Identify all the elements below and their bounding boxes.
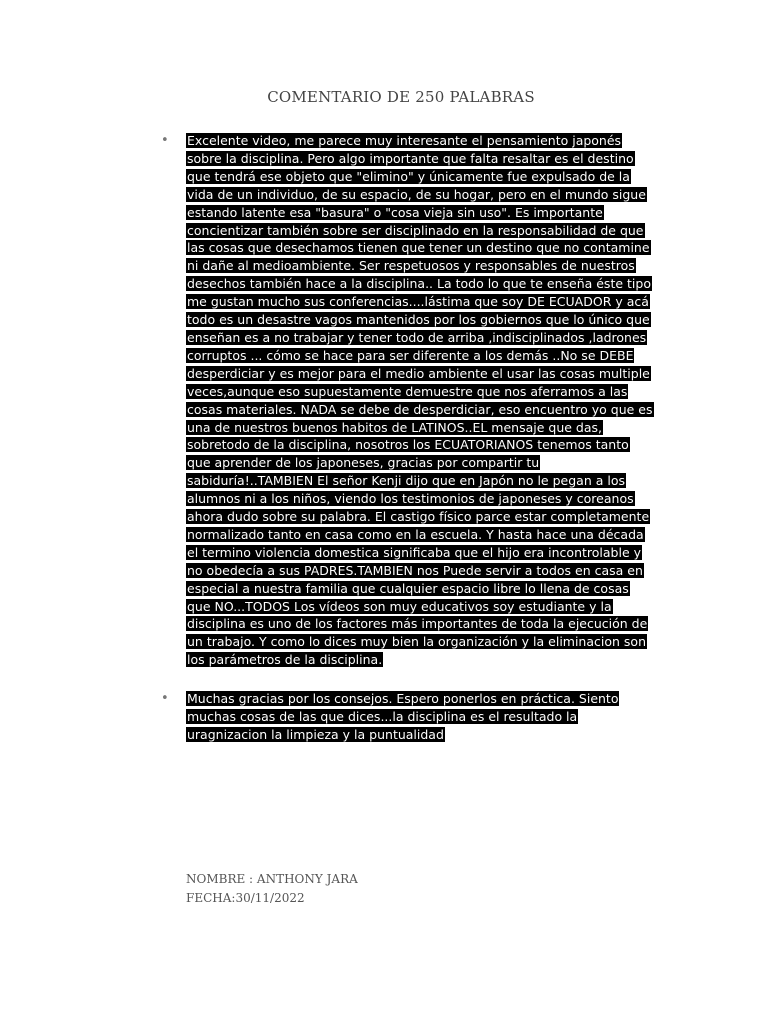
bullet-icon: • (161, 133, 169, 148)
signature-block (186, 870, 358, 908)
comment-paragraph-2 (186, 690, 656, 744)
highlighted-text: Muchas gracias por los consejos. Espero ponerlos en práctica. Siento muchas cosas de las que dices...la disciplina es el resultado la uragnizacion la limpieza y la puntualidad (187, 691, 619, 742)
author-name: NOMBRE : ANTHONY JARA (186, 872, 358, 886)
list-item (160, 690, 660, 744)
bullet-icon: • (161, 691, 169, 707)
document-date: FECHA:30/11/2022 (186, 891, 305, 905)
highlighted-text: Excelente video, me parece muy interesante el pensamiento japonés sobre la disciplina. Pero algo importante que falta resaltar es el destino que tendrá ese objeto que "elimino" y únicamente fue expulsado de la vida de un individuo, de su espacio, de su hogar, pero en el mundo sigue estando latente esa "basura" o "cosa vieja sin uso". Es importante concientizar también sobre ser disciplinado en la responsabilidad de que las cosas que desechamos tienen que tener un destino que no contamine ni dañe al medioambiente. Ser respetuosos y responsables de nuestros desechos también hace a la disciplina.. La todo lo que te enseña éste tipo me gustan mucho sus conferencias....lástima que soy DE ECUADOR y acá todo es un desastre vagos mantenidos por los gobiernos que lo único que enseñan es a no trabajar y tener todo de arriba ,indisciplinados ,ladrones corruptos ... cómo se hace para ser diferente a los demás ..No se DEBE desperdiciar y es mejor para el medio ambiente el usar las cosas multiple veces,aunque eso supuestamente demuestre que nos aferramos a las cosas materiales. NADA se debe de desperdiciar, eso encuentro yo que es una de nuestros buenos habitos de LATINOS..EL mensaje que das, sobretodo de la disciplina, nosotros los ECUATORIANOS tenemos tanto que aprender de los japoneses, gracias por compartir tu sabiduría!..TAMBIEN El señor Kenji dijo que en Japón no le pegan a los alumnos ni a los niños, viendo los testimonios de japoneses y coreanos ahora dudo sobre su palabra. El castigo físico parce estar completamente normalizado tanto en casa como en la escuela. Y hasta hace una década el termino violencia domestica significaba que el hijo era incontrolable y no obedecía a sus PADRES.TAMBIEN nos Puede servir a todos en casa en especial a nuestra familia que cualquier espacio libre lo llena de cosas que NO...TODOS Los vídeos son muy educativos soy estudiante y la disciplina es uno de los factores más importantes de toda la ejecución de un trabajo. Y como lo dices muy bien la organización y la eliminacion son los parámetros de la disciplina. (187, 133, 653, 668)
document-title: COMENTARIO DE 250 PALABRAS (267, 88, 535, 106)
list-item (160, 132, 660, 669)
comment-list (160, 132, 660, 744)
comment-paragraph-1 (186, 132, 656, 669)
